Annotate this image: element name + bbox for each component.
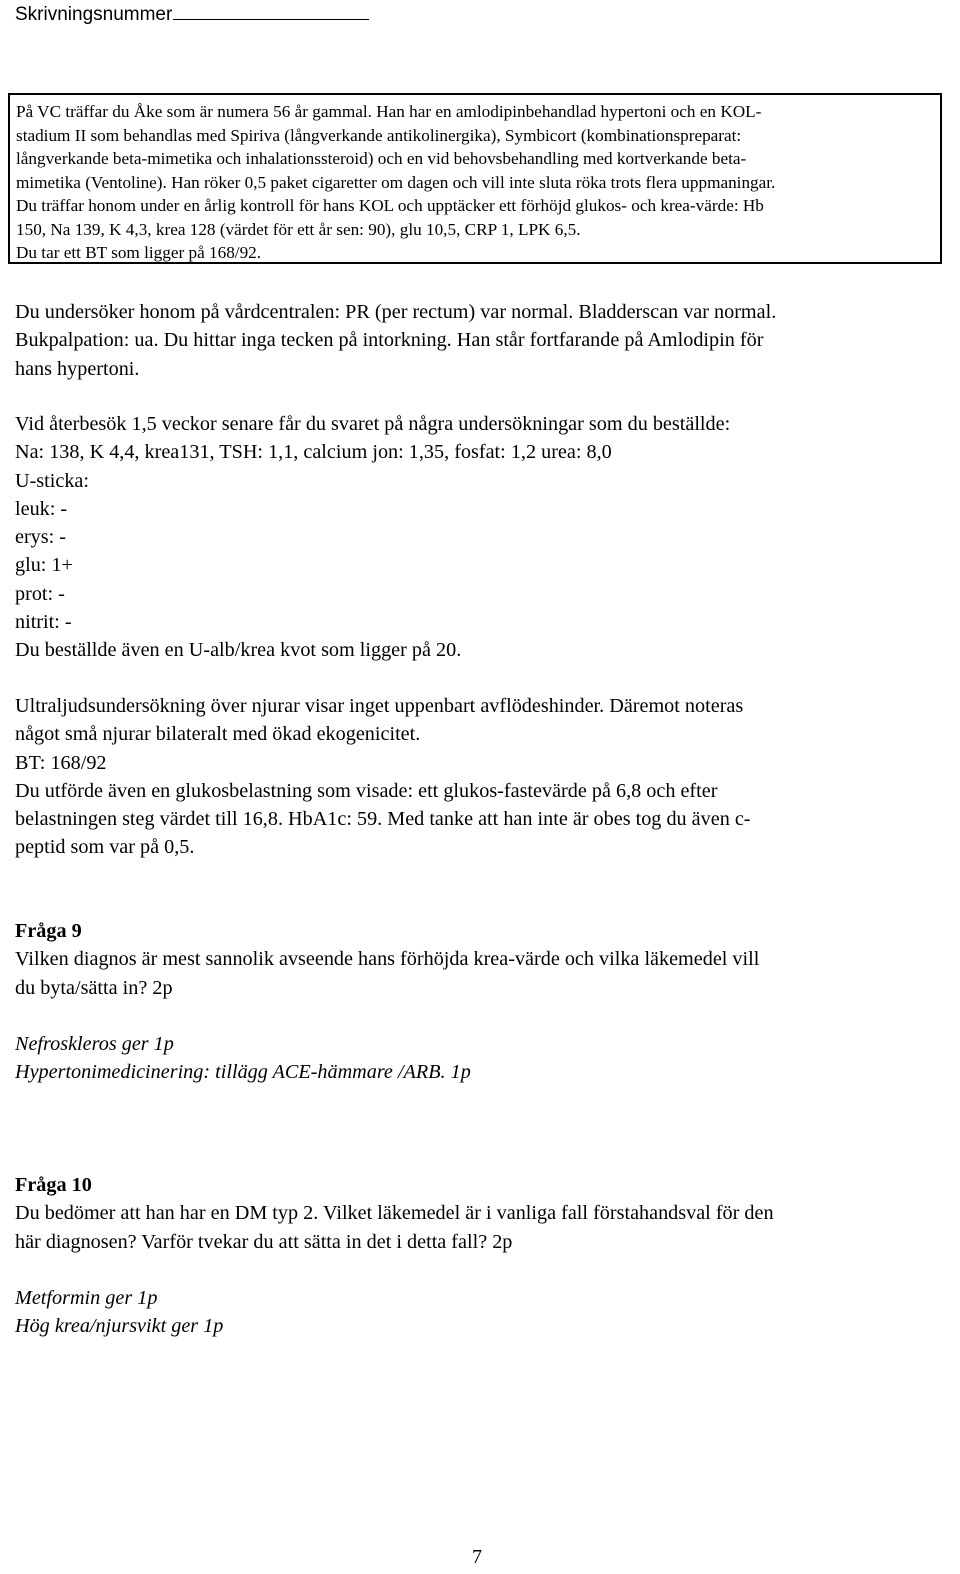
question-title: Fråga 10 [15,1174,92,1196]
case-line: mimetika (Ventoline). Han röker 0,5 paket cigaretter om dagen och vill inte sluta röka trots flera uppmaningar. [16,172,776,192]
answer-line: Hög krea/njursvikt ger 1p [15,1315,224,1338]
question-text-line: du byta/sätta in? 2p [15,976,173,999]
revisit-line: U-sticka: [15,469,89,492]
ultrasound-line: belastningen steg värdet till 16,8. HbA1c: 59. Med tanke att han inte är obes tog du även c- [15,808,751,831]
exam-section [15,298,945,383]
ultrasound-line: BT: 168/92 [15,751,107,774]
case-line: långverkande beta-mimetika och inhalationssteroid) och en vid behovsbehandling med kortverkande beta- [16,149,747,168]
ultrasound-section [15,692,945,862]
exam-line: hans hypertoni. [15,357,140,380]
revisit-line: Vid återbesök 1,5 veckor senare får du svaret på några undersökningar som du beställde: [15,413,731,435]
revisit-line: erys: - [15,526,67,549]
revisit-line: nitrit: - [15,611,72,634]
answer-10 [15,1284,945,1341]
question-title: Fråga 9 [15,920,82,942]
answer-line: Metformin ger 1p [15,1287,158,1309]
answer-9 [15,1030,945,1087]
question-text-line: Du bedömer att han har en DM typ 2. Vilket läkemedel är i vanliga fall förstahandsval för den [15,1202,774,1225]
ultrasound-line: Du utförde även en glukosbelastning som visade: ett glukos-fastevärde på 6,8 och efter [15,779,718,802]
question-9 [15,917,945,1002]
page-number: 7 [472,1546,482,1568]
case-line: stadium II som behandlas med Spiriva (långverkande antikolinergika), Symbicort (kombinationspreparat: [16,125,742,145]
ultrasound-line: peptid som var på 0,5. [15,836,195,859]
ultrasound-line: något små njurar bilateralt med ökad ekogenicitet. [15,723,421,746]
answer-line: Hypertonimedicinering: tillägg ACE-hämmare /ARB. 1p [15,1061,471,1084]
case-line: Du träffar honom under en årlig kontroll för hans KOL och upptäcker ett förhöjd glukos- och krea-värde: Hb [16,196,764,215]
skrivningsnummer-label: Skrivningsnummer [15,4,173,25]
question-text-line: Vilken diagnos är mest sannolik avseende hans förhöjda krea-värde och vilka läkemedel vill [15,948,760,971]
exam-line: Du undersöker honom på vårdcentralen: PR (per rectum) var normal. Bladderscan var normal. [15,301,777,323]
revisit-line: glu: 1+ [15,554,73,577]
answer-line: Nefroskleros ger 1p [15,1033,174,1055]
question-text-line: här diagnosen? Varför tvekar du att sätta in det i detta fall? 2p [15,1230,513,1253]
case-box [8,93,942,264]
revisit-section [15,410,945,665]
header-line [15,1,369,27]
revisit-line: leuk: - [15,497,68,520]
question-10 [15,1171,945,1256]
exam-line: Bukpalpation: ua. Du hittar inga tecken på intorkning. Han står fortfarande på Amlodipin för [15,329,764,352]
case-line: Du tar ett BT som ligger på 168/92. [16,243,262,262]
skrivningsnummer-blank [173,1,369,20]
revisit-line: Du beställde även en U-alb/krea kvot som ligger på 20. [15,639,462,662]
revisit-line: prot: - [15,582,65,605]
case-line: 150, Na 139, K 4,3, krea 128 (värdet för ett år sen: 90), glu 10,5, CRP 1, LPK 6,5. [16,219,581,239]
ultrasound-line: Ultraljudsundersökning över njurar visar inget uppenbart avflödeshinder. Däremot noteras [15,695,744,717]
case-line: På VC träffar du Åke som är numera 56 år gammal. Han har en amlodipinbehandlad hypertoni och en KOL- [16,102,762,121]
revisit-line: Na: 138, K 4,4, krea131, TSH: 1,1, calcium jon: 1,35, fosfat: 1,2 urea: 8,0 [15,441,612,464]
